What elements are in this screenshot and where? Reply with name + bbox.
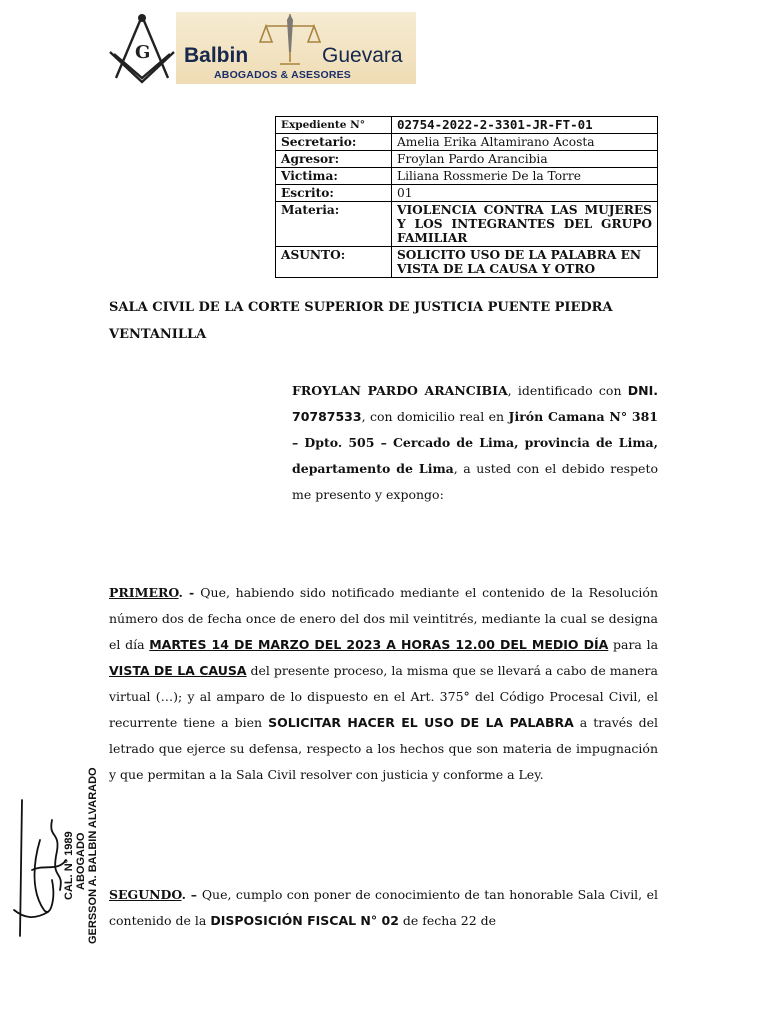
paragraph-text: a través del letrado que ejerce su defensa, respecto a los hechos que son materia de impugnación y que permitan a la Sala Civil resolver con justicia y conforme a Ley. <box>109 715 659 782</box>
paragraph-text: para la <box>608 637 659 652</box>
first-paragraph <box>109 580 658 788</box>
table-row <box>276 117 658 134</box>
table-row <box>276 185 658 202</box>
scales-of-justice-icon <box>258 12 322 70</box>
stamp-bar-number: CAL. N° 1989 <box>63 831 75 900</box>
intro-text: , con domicilio real en <box>361 409 509 424</box>
stamp-title: ABOGADO <box>75 832 87 890</box>
victim-label: Victima: <box>276 168 392 185</box>
petitioner-name: FROYLAN PARDO ARANCIBIA <box>292 383 508 398</box>
paragraph-text: Que, habiendo sido notificado mediante el contenido de la Resolución número dos de fecha once de enero del dos mil veintitrés, mediante la cual se designa el día <box>109 585 658 652</box>
subject-matter-label: Materia: <box>276 202 392 247</box>
secretary-label: Secretario: <box>276 134 392 151</box>
matter-label: ASUNTO: <box>276 247 392 278</box>
brand-second-word: Guevara <box>322 44 403 67</box>
dni-number: DNI. 70787533 <box>292 383 658 424</box>
table-row <box>276 168 658 185</box>
intro-text: , identificado con <box>507 383 628 398</box>
case-hearing: VISTA DE LA CAUSA <box>109 663 247 678</box>
matter-value: SOLICITO USO DE LA PALABRA EN VISTA DE LA CAUSA Y OTRO <box>392 247 658 278</box>
court-heading: SALA CIVIL DE LA CORTE SUPERIOR DE JUSTICIA PUENTE PIEDRA VENTANILLA <box>109 300 613 342</box>
filing-value: 01 <box>392 185 658 202</box>
home-address: Jirón Camana N° 381 – Dpto. 505 – Cercado de Lima, provincia de Lima, departamento de Lima <box>292 409 658 476</box>
filing-label: Escrito: <box>276 185 392 202</box>
second-separator: . – <box>181 887 202 902</box>
lawyer-signature-stamp <box>4 760 100 950</box>
logo-banner <box>176 12 416 84</box>
case-info-table <box>275 116 658 278</box>
fiscal-disposition: DISPOSICIÓN FISCAL N° 02 <box>210 913 399 928</box>
paragraph-text: del presente proceso, la misma que se llevará a cabo de manera virtual (…); y al amparo de lo dispuesto en el Art. 375° del Código Procesal Civil, el recurrente tiene a bien <box>109 663 658 730</box>
hearing-date: MARTES 14 DE MARZO DEL 2023 A HORAS 12.00 DEL MEDIO DÍA <box>149 637 609 652</box>
first-separator: . - <box>178 585 201 600</box>
paragraph-text: Que, cumplo con poner de conocimiento de tan honorable Sala Civil, el contenido de la <box>109 887 658 928</box>
square-compass-icon <box>106 12 178 86</box>
intro-text: , a usted con el debido respeto me presento y expongo: <box>292 461 658 502</box>
second-paragraph <box>109 882 658 934</box>
table-row <box>276 134 658 151</box>
brand-first-word: Balbin <box>184 44 249 67</box>
victim-value: Liliana Rossmerie De la Torre <box>392 168 658 185</box>
table-row <box>276 151 658 168</box>
table-row <box>276 202 658 247</box>
table-row <box>276 247 658 278</box>
brand-subtitle: ABOGADOS & ASESORES <box>214 69 352 81</box>
svg-text:G: G <box>135 42 151 63</box>
second-label: SEGUNDO <box>109 887 182 902</box>
intro-paragraph <box>292 378 658 508</box>
case-number-value: 02754-2022-2-3301-JR-FT-01 <box>392 117 658 134</box>
case-number-label: Expediente N° <box>276 117 392 134</box>
law-firm-logo <box>106 10 418 86</box>
stamp-lawyer-name: GERSSON A. BALBIN ALVARADO <box>87 767 99 944</box>
secretary-value: Amelia Erika Altamirano Acosta <box>392 134 658 151</box>
subject-matter-value: VIOLENCIA CONTRA LAS MUJERES Y LOS INTEGRANTES DEL GRUPO FAMILIAR <box>392 202 658 247</box>
speaking-request: SOLICITAR HACER EL USO DE LA PALABRA <box>268 715 574 730</box>
first-label: PRIMERO <box>109 585 179 600</box>
aggressor-label: Agresor: <box>276 151 392 168</box>
paragraph-text: de fecha 22 de <box>398 913 497 928</box>
aggressor-value: Froylan Pardo Arancibia <box>392 151 658 168</box>
